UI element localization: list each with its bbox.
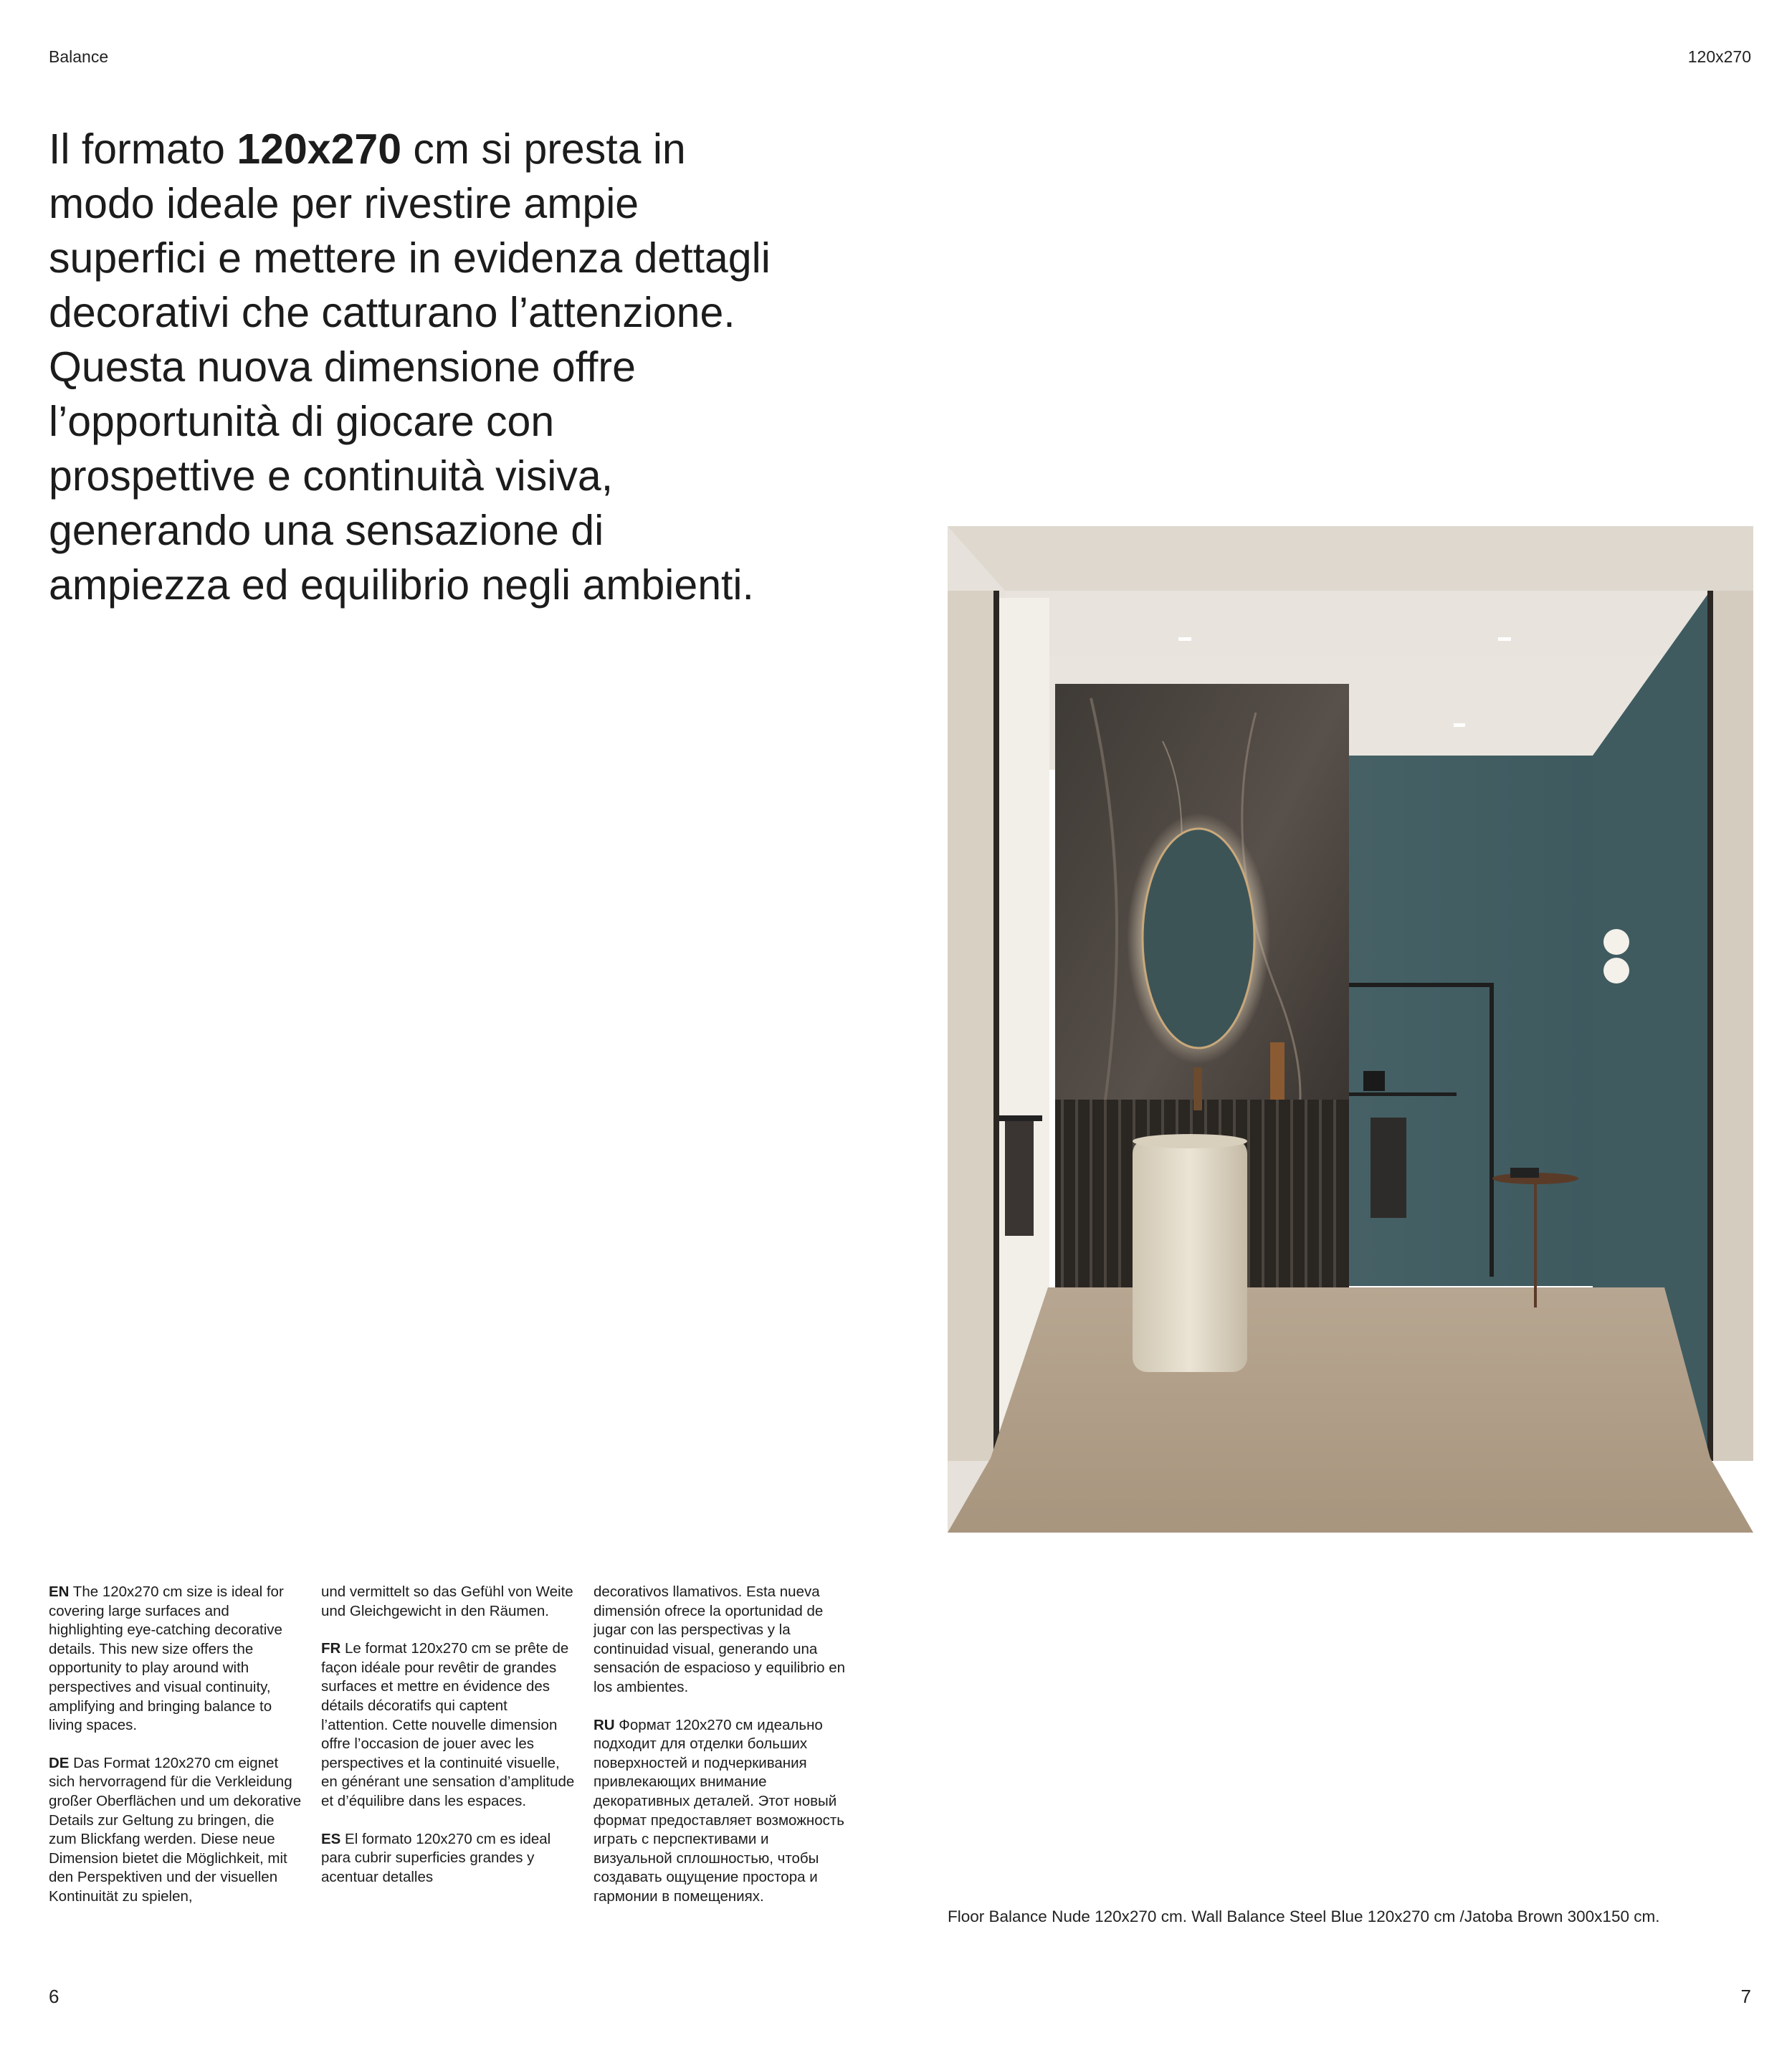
text-ru: Формат 120x270 см идеально подходит для отделки больших поверхностей и подчеркивания привлекающих внимание декоративных деталей. Этот новый формат предоставляет возможность играть с перспективами и визуальной сплошностью, чтобы создавать ощущение простора и гармонии в помещениях.	[594, 1716, 844, 1905]
paragraph-de	[49, 1754, 305, 1907]
page-number-left: 6	[49, 1986, 59, 2007]
running-header-format: 120x270	[1687, 47, 1751, 66]
text-de: Das Format 120x270 cm eignet sich hervorragend für die Verkleidung großer Oberflächen und um dekorative Details zur Geltung zu bringen, die zum Blickfang werden. Diese neue Dimension bietet die Möglichkeit, mit den Perspektiven und der visuellen Kontinuität zu spielen,	[49, 1754, 302, 1905]
paragraph-ru	[594, 1716, 850, 1907]
lang-code-es: ES	[321, 1830, 341, 1847]
lead-paragraph	[49, 122, 773, 612]
running-header-collection: Balance	[49, 47, 109, 66]
paragraph-de-continued	[321, 1583, 578, 1621]
lead-format-highlight: 120x270	[237, 125, 402, 173]
paragraph-fr	[321, 1639, 578, 1811]
text-de-continued: und vermittelt so das Gefühl von Weite und Gleichgewicht in den Räumen.	[321, 1583, 573, 1619]
paragraph-es-continued	[594, 1583, 850, 1697]
text-en: The 120x270 cm size is ideal for covering large surfaces and highlighting eye-catching decorative details. This new size offers the opportunity to play around with perspectives and visual continuity, amplifying and bringing balance to living spaces.	[49, 1583, 284, 1734]
photo-caption: Floor Balance Nude 120x270 cm. Wall Balance Steel Blue 120x270 cm /Jatoba Brown 300x150 cm.	[948, 1908, 1660, 1925]
lead-text-rest: cm si presta in modo ideale per rivestire ampie superfici e mettere in evidenza dettagli decorativi che catturano l’attenzione. Questa nuova dimensione offre l’opportunità di giocare con prospettive e continuità visiva, generando una sensazione di ampiezza ed equilibrio negli ambienti.	[49, 125, 771, 609]
bathroom-photo	[948, 526, 1753, 1533]
text-es-continued: decorativos llamativos. Esta nueva dimensión ofrece la oportunidad de jugar con las perspectivas y la continuidad visual, generando una sensación de espacioso y equilibrio en los ambientes.	[594, 1583, 846, 1695]
paragraph-es	[321, 1830, 578, 1887]
lang-code-de: DE	[49, 1754, 70, 1771]
lang-code-ru: RU	[594, 1716, 615, 1733]
text-fr: Le format 120x270 cm se prête de façon idéale pour revêtir de grandes surfaces et mettre en évidence des détails décoratifs qui captent l’attention. Cette nouvelle dimension offre l’occasion de jouer avec les perspectives et la continuité visuelle, en générant une sensation d’amplitude et d’équilibre dans les espaces.	[321, 1640, 575, 1809]
text-column-2	[321, 1583, 578, 1905]
lead-text-start: Il formato	[49, 125, 237, 173]
page-number-right: 7	[1740, 1986, 1751, 2007]
text-column-3	[594, 1583, 850, 1925]
text-column-1	[49, 1583, 305, 1925]
paragraph-en	[49, 1583, 305, 1735]
lang-code-en: EN	[49, 1583, 70, 1600]
text-es: El formato 120x270 cm es ideal para cubrir superficies grandes y acentuar detalles	[321, 1830, 551, 1885]
lang-code-fr: FR	[321, 1640, 341, 1657]
